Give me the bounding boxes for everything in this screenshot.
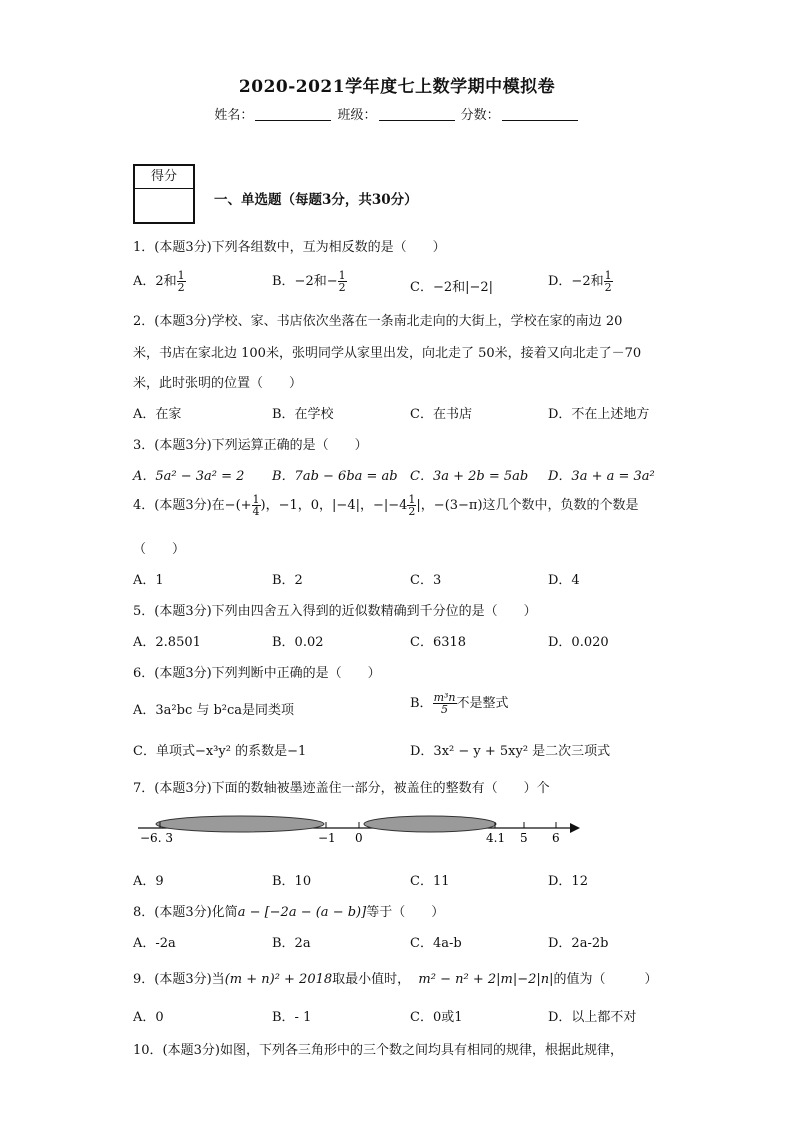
- score-box: [133, 164, 195, 224]
- score-label: 分数：: [460, 108, 500, 123]
- q4-option-a: A．1: [133, 573, 164, 588]
- q8-option-c: C．4a-b: [410, 936, 462, 951]
- question-2-line-3: 米，此时张明的位置（ ）: [133, 376, 303, 391]
- q9-option-a: A．0: [133, 1010, 164, 1025]
- q3-option-a: A．5a² − 3a² = 2: [133, 469, 245, 484]
- question-6: 6．(本题3分)下列判断中正确的是（ ）: [133, 666, 381, 681]
- q5-option-a: A．2.8501: [133, 635, 201, 650]
- question-3: 3．(本题3分)下列运算正确的是（ ）: [133, 438, 368, 453]
- q3-option-c: C．3a + 2b = 5ab: [410, 469, 529, 484]
- q3-option-d: D．3a + a = 3a²: [548, 469, 655, 484]
- q8-option-b: B．2a: [272, 936, 311, 951]
- question-2-line-2: 米，书店在家北边 100米，张明同学从家里出发，向北走了 50米，接着又向北走了－70: [133, 346, 642, 361]
- name-label: 姓名：: [214, 108, 254, 123]
- q4-option-c: C．3: [410, 573, 442, 588]
- q6-option-a: A．3a²bc 与 b²ca是同类项: [133, 703, 295, 718]
- label-neg-1: −1: [318, 831, 336, 845]
- student-info: [0, 104, 794, 123]
- q8-option-d: D．2a-2b: [548, 936, 609, 951]
- section-heading: 一、单选题（每题3分，共30分）: [214, 192, 418, 208]
- ink-blot-right: [364, 816, 496, 832]
- name-blank[interactable]: [255, 108, 331, 121]
- class-label: 班级：: [337, 108, 377, 123]
- q8-option-a: A．-2a: [133, 936, 176, 951]
- q1-option-d: D．−2和 $\frac{1}{2}$: [548, 269, 612, 294]
- class-blank[interactable]: [379, 108, 455, 121]
- q7-option-a: A．9: [133, 874, 164, 889]
- question-5: 5．(本题3分)下列由四舍五入得到的近似数精确到千分位的是（ ）: [133, 604, 537, 619]
- question-10: 10．(本题3分)如图，下列各三角形中的三个数之间均具有相同的规律，根据此规律，: [133, 1043, 623, 1058]
- question-9: 9．(本题3分)当(m + n)² + 2018取最小值时， m² − n² + 2|m|−2|n|的值为（ ）: [133, 972, 658, 987]
- q6-option-c: C．单项式−x³y² 的系数是−1: [133, 744, 307, 759]
- q6-option-b: B． $\frac{\text{m³n}}{5}$ 不是整式: [410, 691, 509, 716]
- q4-option-b: B．2: [272, 573, 303, 588]
- q7-option-d: D．12: [548, 874, 588, 889]
- q1-option-c: C．−2和|−2|: [410, 280, 494, 295]
- q3-option-b: B．7ab − 6ba = ab: [272, 469, 398, 484]
- q2-option-c: C．在书店: [410, 407, 472, 422]
- q4-option-d: D．4: [548, 573, 580, 588]
- q7-option-b: B．10: [272, 874, 312, 889]
- q5-option-c: C．6318: [410, 635, 467, 650]
- q5-option-b: B．0.02: [272, 635, 324, 650]
- q1-option-b: B．−2和− $\frac{1}{2}$: [272, 269, 346, 294]
- number-line-figure: [130, 812, 590, 852]
- q6-option-d: D．3x² − y + 5xy² 是二次三项式: [410, 744, 611, 759]
- q9-option-b: B．- 1: [272, 1010, 312, 1025]
- question-1: 1．(本题3分)下列各组数中，互为相反数的是（ ）: [133, 240, 446, 255]
- score-blank[interactable]: [502, 108, 578, 121]
- label-5: 5: [520, 831, 528, 845]
- question-2-line-1: 2．(本题3分)学校、家、书店依次坐落在一条南北走向的大街上，学校在家的南边 20: [133, 314, 623, 329]
- question-4-line-2: （ ）: [133, 542, 186, 557]
- ink-blot-left: [156, 816, 324, 832]
- question-4: 4．(本题3分)在−(+ $\frac{1}{4}$ )，−1，0，|−4|，−|−4 $\frac{1}{2}$ |，−(3−π)这几个数中，负数的个数是: [133, 493, 639, 518]
- q2-option-d: D．不在上述地方: [548, 407, 650, 422]
- q5-option-d: D．0.020: [548, 635, 609, 650]
- page-title: 2020-2021学年度七上数学期中模拟卷: [238, 77, 556, 97]
- q7-option-c: C．11: [410, 874, 450, 889]
- label-0: 0: [355, 831, 363, 845]
- question-7: 7．(本题3分)下面的数轴被墨迹盖住一部分，被盖住的整数有（ ）个: [133, 781, 550, 796]
- label-neg-6-3: −6. 3: [140, 831, 173, 845]
- q2-option-a: A．在家: [133, 407, 182, 422]
- score-box-label: 得分: [135, 166, 193, 189]
- label-4-1: 4.1: [486, 831, 506, 845]
- q1-option-a: A．2和 $\frac{1}{2}$: [133, 269, 185, 294]
- q2-option-b: B．在学校: [272, 407, 334, 422]
- q9-option-c: C．0或1: [410, 1010, 463, 1025]
- question-8: 8．(本题3分)化简a − [−2a − (a − b)]等于（ ）: [133, 905, 445, 920]
- q9-option-d: D．以上都不对: [548, 1010, 637, 1025]
- number-line-arrow: [570, 823, 580, 833]
- label-6: 6: [552, 831, 560, 845]
